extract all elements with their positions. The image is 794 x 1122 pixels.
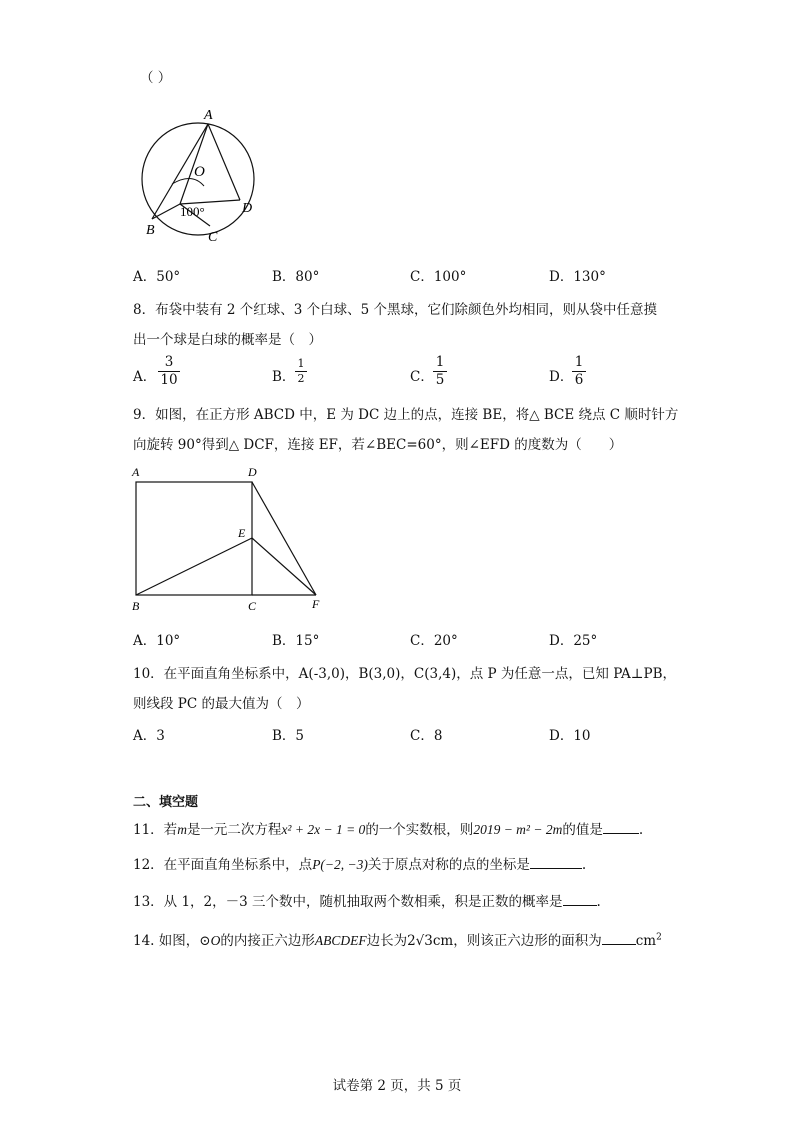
denominator: 2 [297,372,305,385]
q12-point: P(−2, −3) [312,857,368,872]
q12-answer-blank[interactable] [530,856,582,869]
numerator: 1 [435,354,445,370]
q14-hexagon-name: ABCDEF [314,933,367,948]
q7-circle-figure [132,104,262,244]
q9-label-e: E [238,526,246,540]
q11-expression: 2019 − m² − 2m [473,822,563,837]
q11-line [133,818,643,838]
q10-option-a: A．3 [133,728,165,744]
q14-text-2: 的内接正六边形 [220,933,315,949]
q10-line-2: 则线段 PC 的最大值为（ ） [133,696,310,712]
numerator: 1 [297,357,305,370]
q9-line-2: 向旋转 90°得到△ DCF，连接 EF，若∠BEC=60°，则∠EFD 的度数为（ ） [133,437,623,453]
q10-option-d: D．10 [549,728,591,744]
q8-option-a-letter: A． [133,369,157,385]
q9-label-a: A [132,465,140,479]
q8-line-2: 出一个球是白球的概率是（ ） [133,332,322,348]
q12-text-1: 12．在平面直角坐标系中，点 [133,857,313,873]
q9-label-c: C [248,599,257,613]
q14-circle-o: O [210,933,221,948]
q11-equation: x² + 2x − 1 = 0 [281,822,366,837]
q14-answer-blank[interactable] [602,932,636,945]
q13-end: . [596,894,601,910]
q10-line-1: 10．在平面直角坐标系中，A(-3,0)，B(3,0)，C(3,4)，点 P 为任意一点，已知 PA⊥PB， [133,666,676,682]
q14-side-length: 2√3 [407,933,433,949]
q14-area-unit: cm [635,933,657,949]
q8-option-c-letter: C． [410,369,434,385]
q10-option-b: B．5 [272,728,305,744]
q14-unit: cm [432,933,454,949]
q12-end: . [581,857,587,873]
q7-option-b: B．80° [272,269,320,285]
q7-angle-label: 100° [180,204,205,219]
q7-label-c: C [208,230,218,244]
q9-label-b: B [132,599,140,613]
q8-option-b-letter: B． [272,369,296,385]
q9-line-1: 9．如图，在正方形 ABCD 中，E 为 DC 边上的点，连接 BE，将△ BCE 绕点 C 顺时针方 [133,407,679,423]
q8-option-b-fraction [295,358,307,385]
q8-line-1: 8．布袋中装有 2 个红球、3 个白球、5 个黑球，它们除颜色外均相同，则从袋中任意摸 [133,302,658,318]
denominator: 6 [574,372,584,388]
q13-answer-blank[interactable] [563,893,597,906]
q11-text-1: 11．若 [133,822,178,838]
q12-line [133,853,586,873]
q7-label-b: B [146,223,155,238]
q9-option-c: C．20° [410,633,458,649]
q8-option-a-fraction [158,355,180,388]
q7-option-a: A．50° [133,269,181,285]
q13-text: 13．从 1，2，－3 三个数中，随机抽取两个数相乘，积是正数的概率是 [133,894,563,910]
denominator: 5 [435,372,445,388]
q8-option-c-fraction [433,355,447,388]
q9-label-d: D [248,465,257,479]
q7-answer-paren: （ ） [140,70,172,86]
q13-line [133,890,601,910]
q14-text-4: ，则该正六边形的面积为 [453,933,602,949]
q10-option-c: C．8 [410,728,443,744]
q11-text-2: 是一元二次方程 [186,822,282,838]
q9-label-f: F [312,597,320,611]
q9-option-d: D．25° [549,633,598,649]
q11-text-3: 的一个实数根，则 [365,822,474,838]
q14-text-1: 14. 如图，⊙ [133,933,211,949]
q7-label-d: D [242,201,253,216]
numerator: 1 [574,354,584,370]
q7-option-c: C．100° [410,269,467,285]
q9-square-figure [128,462,328,614]
q9-option-b: B．15° [272,633,320,649]
numerator: 3 [164,354,174,370]
q11-var-m: m [177,822,187,837]
q12-text-2: 关于原点对称的点的坐标是 [367,857,530,873]
section-title: 二、填空题 [133,795,199,810]
q14-superscript: 2 [656,932,662,943]
q11-end: . [638,822,644,838]
q14-line [133,929,662,949]
denominator: 10 [160,372,178,388]
q7-option-d: D．130° [549,269,606,285]
q11-answer-blank[interactable] [603,821,639,834]
q7-label-o: O [194,164,205,180]
page-footer: 试卷第 2 页，共 5 页 [332,1078,462,1094]
q11-text-4: 的值是 [562,822,603,838]
q7-label-a: A [204,108,213,123]
q8-option-d-letter: D． [549,369,574,385]
q8-option-d-fraction [572,355,586,388]
q9-option-a: A．10° [133,633,181,649]
q14-text-3: 边长为 [366,933,408,949]
